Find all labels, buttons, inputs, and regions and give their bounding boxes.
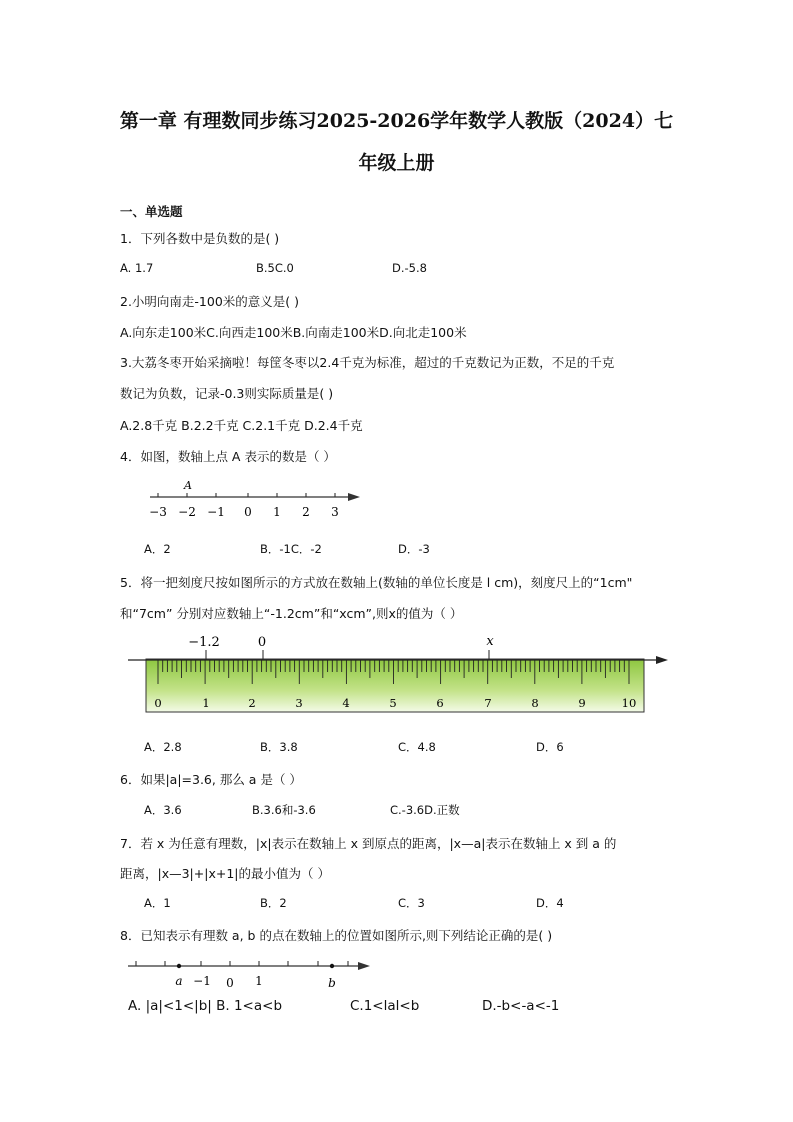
q7-stem-line1: 7．若 x 为任意有理数，|x|表示在数轴上 x 到原点的距离，|x—a|表示在数轴上 x 到 a 的	[120, 836, 617, 851]
q1-option-d: D.-5.8	[392, 261, 427, 275]
q5-ruler-figure	[122, 630, 674, 720]
ruler-number: 8	[531, 696, 539, 710]
q5-label-zero: 0	[257, 635, 267, 650]
q4-tick-label: 2	[302, 505, 310, 519]
q8-option-d: D.-b<-a<-1	[482, 998, 560, 1014]
ruler-number: 10	[621, 696, 637, 710]
q5-option-a: A．2.8	[144, 740, 182, 754]
q6-option-b: B.3.6和-3.6	[252, 803, 316, 817]
q5-stem-line2: 和“7cm” 分别对应数轴上“-1.2cm”和“xcm”,则x的值为（ ）	[120, 606, 463, 621]
q3-options: A.2.8千克 B.2.2千克 C.2.1千克 D.2.4千克	[120, 418, 363, 433]
ruler-number: 7	[484, 696, 492, 710]
ruler-number: 1	[202, 696, 210, 710]
q3-stem-line2: 数记为负数，记录-0.3则实际质量是( )	[120, 386, 334, 401]
ruler-number: 9	[578, 696, 586, 710]
q4-option-bc: B．-1C．-2	[260, 542, 322, 556]
q7-option-c: C．3	[398, 896, 425, 910]
q4-tick-label: −1	[207, 505, 225, 519]
q2-stem: 2.小明向南走-100米的意义是( )	[120, 294, 300, 309]
q8-number-line	[122, 952, 376, 992]
ruler-number: 5	[389, 696, 397, 710]
q5-option-d: D．6	[536, 740, 564, 754]
doc-title-line1: 第一章 有理数同步练习2025-2026学年数学人教版（2024）七	[119, 110, 674, 132]
q1-stem: 1．下列各数中是负数的是( )	[120, 231, 280, 246]
q1-option-bc: B.5C.0	[256, 261, 294, 275]
q8-point-a	[177, 964, 181, 968]
q8-label-1: 1	[255, 974, 263, 988]
q4-tick-label: 1	[273, 505, 281, 519]
q2-options: A.向东走100米C.向西走100米B.向南走100米D.向北走100米	[120, 325, 467, 340]
q4-point-label: A	[184, 479, 192, 492]
q3-stem-line1: 3.大荔冬枣开始采摘啦！每筐冬枣以2.4千克为标准，超过的千克数记为正数，不足的千克	[120, 355, 615, 370]
q7-option-a: A．1	[144, 896, 171, 910]
q6-option-a: A．3.6	[144, 803, 182, 817]
q4-tick-label: 0	[244, 505, 252, 519]
ruler-number: 6	[436, 696, 444, 710]
q8-label-b: b	[328, 976, 336, 990]
q4-tick-label: 3	[331, 505, 339, 519]
q4-option-a: A．2	[144, 542, 171, 556]
q5-stem-line1: 5．将一把刻度尺按如图所示的方式放在数轴上(数轴的单位长度是 l cm)，刻度尺上的“1cm"	[120, 575, 633, 590]
q5-label-minus-1-2: −1.2	[188, 635, 220, 650]
ruler-number: 2	[248, 696, 256, 710]
q5-option-c: C．4.8	[398, 740, 436, 754]
q6-stem: 6．如果|a|=3.6, 那么 a 是（ ）	[120, 772, 302, 787]
q7-option-b: B．2	[260, 896, 287, 910]
q5-label-x: x	[486, 634, 494, 649]
q4-tick-label: −3	[149, 505, 167, 519]
q4-option-d: D．-3	[398, 542, 430, 556]
doc-title-line2: 年级上册	[358, 152, 435, 174]
ruler-number: 3	[295, 696, 303, 710]
q1-option-a: A. 1.7	[120, 261, 154, 275]
q7-stem-line2: 距离，|x—3|+|x+1|的最小值为（ ）	[120, 866, 330, 881]
q6-option-cd: C.-3.6D.正数	[390, 803, 460, 817]
q8-option-c: C.1<lal<b	[350, 998, 420, 1014]
q4-number-line	[140, 476, 370, 522]
q8-label-minus-1: −1	[193, 974, 211, 988]
q8-option-ab: A. |a|<1<|b| B. 1<a<b	[128, 998, 283, 1014]
q5-option-b: B．3.8	[260, 740, 298, 754]
q8-stem: 8．已知表示有理数 a, b 的点在数轴上的位置如图所示,则下列结论正确的是( )	[120, 928, 553, 943]
section-heading: 一、单选题	[120, 204, 183, 219]
q8-label-0: 0	[226, 976, 234, 990]
ruler-number: 0	[154, 696, 162, 710]
ruler-number: 4	[342, 696, 350, 710]
q8-point-b	[330, 964, 334, 968]
q4-stem: 4．如图，数轴上点 A 表示的数是（ ）	[120, 449, 336, 464]
q8-label-a: a	[175, 974, 183, 988]
q7-option-d: D．4	[536, 896, 564, 910]
q4-tick-label: −2	[178, 505, 196, 519]
